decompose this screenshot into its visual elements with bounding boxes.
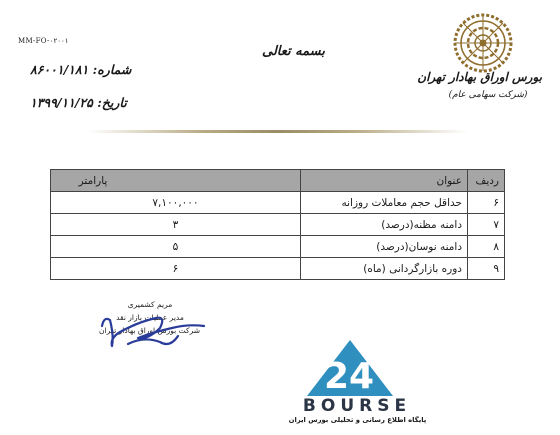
table-row — [51, 192, 505, 214]
parameters-table — [50, 169, 505, 280]
row-title: دامنه مظنه(درصد) — [301, 214, 468, 236]
signer-title: مدیر عملیات بازار نقد — [116, 313, 184, 322]
column-header-index: ردیف — [468, 170, 505, 192]
row-value: ۳ — [51, 214, 301, 236]
row-value: ۷,۱۰۰,۰۰۰ — [51, 192, 301, 214]
handwritten-signature — [98, 306, 208, 354]
row-index: ۹ — [468, 258, 505, 280]
signer-company: شرکت بورس اوراق بهادار تهران — [98, 326, 200, 335]
bourse-tagline: پایگاه اطلاع رسانی و تحلیلی بورس ایران — [288, 416, 427, 424]
row-title: دوره بازارگردانی (ماه) — [301, 258, 468, 280]
letter-date: تاریخ: ۱۳۹۹/۱۱/۲۵ — [30, 95, 127, 110]
header-divider — [88, 130, 468, 133]
table-row — [51, 214, 505, 236]
row-value: ۶ — [51, 258, 301, 280]
organization-subtitle: (شرکت سهامی عام) — [448, 90, 528, 100]
bourse-wordmark — [284, 396, 430, 414]
table-row — [51, 236, 505, 258]
column-header-parameter: پارامتر — [51, 170, 301, 192]
letter-number: شماره: ۸۶۰۰۱/۱۸۱ — [30, 62, 132, 77]
row-title: دامنه نوسان(درصد) — [301, 236, 468, 258]
bismillah-heading: بسمه تعالی — [262, 44, 325, 59]
column-header-title: عنوان — [301, 170, 468, 192]
table-row — [51, 258, 505, 280]
bourse24-logo-mark — [305, 338, 395, 398]
row-index: ۷ — [468, 214, 505, 236]
row-value: ۵ — [51, 236, 301, 258]
row-index: ۸ — [468, 236, 505, 258]
table-header-row — [51, 170, 505, 192]
organization-name: بورس اوراق بهادار تهران — [417, 70, 542, 84]
brand-word: BOURSE — [302, 396, 412, 414]
form-code: MM-FO-۰۲۰۰۱ — [18, 37, 69, 45]
exchange-emblem-logo — [452, 12, 514, 74]
brand-digits: 24 — [323, 356, 375, 397]
row-title: حداقل حجم معاملات روزانه — [301, 192, 468, 214]
signer-name: مریم کشمیری — [127, 300, 173, 309]
row-index: ۶ — [468, 192, 505, 214]
